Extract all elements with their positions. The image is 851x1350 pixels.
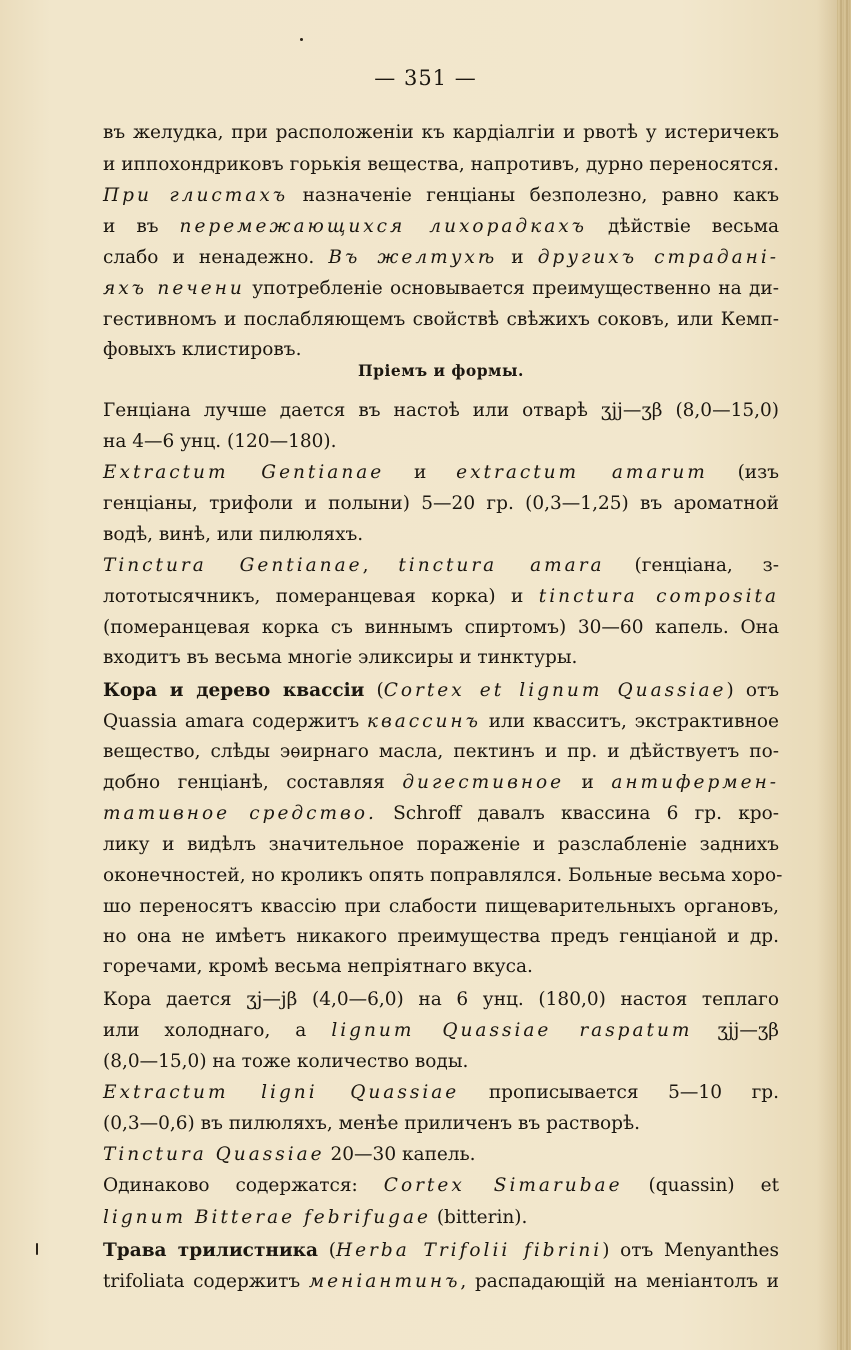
text-run: гестивномъ и послабляющемъ свойствѣ свѣжихъ соковъ, или Кемп- xyxy=(103,309,779,330)
text-line xyxy=(103,520,779,550)
section-heading xyxy=(103,356,779,386)
italic-term: Cortex et lignum Quassiae xyxy=(383,680,727,701)
text-run: и xyxy=(384,462,457,483)
text-run: входитъ въ весьма многіе эликсиры и тинктуры. xyxy=(103,647,578,668)
text-run: 20—30 капель. xyxy=(324,1144,476,1165)
text-run: (8,0—15,0) на тоже количество воды. xyxy=(103,1051,469,1072)
text-run: Quassia amara содержитъ xyxy=(103,711,367,732)
text-run: (генціана, з- xyxy=(604,555,779,576)
text-run: вещество, слѣды эѳирнаго масла, пектинъ и пр. и дѣйствуетъ по- xyxy=(103,741,779,762)
text-run: , xyxy=(362,555,399,576)
text-line xyxy=(103,305,779,335)
text-line xyxy=(103,768,779,798)
text-run: водѣ, винѣ, или пилюляхъ. xyxy=(103,524,364,545)
text-run: ʒjj—ʒβ xyxy=(692,1020,779,1041)
text-line xyxy=(103,551,779,581)
text-run: Генціана лучше дается въ настоѣ или отварѣ ʒjj—ʒβ (8,0—15,0) xyxy=(103,400,779,421)
text-run: на 4—6 унц. (120—180). xyxy=(103,431,337,452)
text-run: но она не имѣетъ никакого преимущества предъ генціаной и др. xyxy=(103,926,779,947)
text-run: (0,3—0,6) въ пилюляхъ, менѣе приличенъ въ растворѣ. xyxy=(103,1113,640,1134)
text-run: въ желудка, при расположеніи къ кардіалгіи и рвотѣ у истеричекъ xyxy=(103,122,779,143)
text-run: употребленіе основывается преимущественно на ди- xyxy=(244,278,779,299)
text-run: ) отъ Menyanthes xyxy=(602,1240,779,1261)
text-line xyxy=(103,1171,779,1201)
text-line xyxy=(103,892,779,922)
text-run: (померанцевая корка съ виннымъ спиртомъ) 30—60 капель. Она xyxy=(103,617,779,638)
text-run: (изъ xyxy=(707,462,780,483)
text-line xyxy=(103,643,779,673)
italic-term: При глистахъ xyxy=(103,185,289,206)
text-run: генціаны, трифоли и полыни) 5—20 гр. (0,3—1,25) въ ароматной xyxy=(103,493,779,514)
text-line xyxy=(103,737,779,767)
italic-term: tinctura composita xyxy=(538,586,779,607)
text-run: или квасситъ, экстрактивное xyxy=(480,711,779,732)
text-line xyxy=(103,613,779,643)
text-run: ) отъ xyxy=(726,680,779,701)
italic-term: lignum Bitterae febrifugae xyxy=(103,1207,431,1228)
text-line xyxy=(103,243,779,273)
text-run: или холоднаго, а xyxy=(103,1020,332,1041)
text-run: слабо и ненадежно. xyxy=(103,247,329,268)
text-line xyxy=(103,985,779,1015)
text-run: (quassin) et xyxy=(622,1175,780,1196)
text-run: , распадающій на меніантолъ и xyxy=(460,1271,779,1292)
text-line xyxy=(103,1140,779,1170)
text-run: и въ xyxy=(103,216,180,237)
text-run: дѣйствіе весьма xyxy=(587,216,779,237)
text-line xyxy=(103,1109,779,1139)
text-line xyxy=(103,1203,779,1233)
text-line xyxy=(103,707,779,737)
text-line xyxy=(103,118,779,148)
text-line xyxy=(103,489,779,519)
ink-speck xyxy=(300,38,303,41)
text-run: лику и видѣлъ значительное пораженіе и разслабленіе заднихъ xyxy=(103,834,779,855)
text-run: назначеніе генціаны безполезно, равно какъ xyxy=(288,185,779,206)
bold-term: Пріемъ и формы. xyxy=(358,361,524,380)
text-line xyxy=(103,830,779,860)
text-line xyxy=(103,212,779,242)
text-run: добно генціанѣ, составляя xyxy=(103,772,403,793)
text-line xyxy=(103,952,779,982)
italic-term: Extractum ligni Quassiae xyxy=(103,1082,460,1103)
text-run: шо переносятъ квассію при слабости пищеварительныхъ органовъ, xyxy=(103,896,779,917)
italic-term: меніантинъ xyxy=(308,1271,461,1292)
italic-term: яхъ печени xyxy=(103,278,245,299)
text-run: Schroff давалъ квассина 6 гр. кро- xyxy=(376,803,779,824)
text-run: и иппохондриковъ горькія вещества, напротивъ, дурно переносятся. xyxy=(103,154,780,175)
italic-term: тативное средство. xyxy=(103,803,377,824)
bold-term: Трава трилистника xyxy=(103,1240,319,1261)
text-run: trifoliata содержитъ xyxy=(103,1271,309,1292)
text-line xyxy=(103,799,779,829)
text-run: оконечностей, но кроликъ опять поправлялся. Больные весьма хоро- xyxy=(103,865,783,886)
text-run: Кора дается ʒj—jβ (4,0—6,0) на 6 унц. (180,0) настоя теплаго xyxy=(103,989,779,1010)
text-line xyxy=(103,274,779,304)
italic-term: Cortex Simarubae xyxy=(383,1175,623,1196)
italic-term: extractum amarum xyxy=(456,462,708,483)
text-line xyxy=(103,150,779,180)
text-line xyxy=(103,676,779,706)
italic-term: Extractum Gentianae xyxy=(103,462,385,483)
text-line xyxy=(103,1016,779,1046)
text-run: прописывается 5—10 гр. xyxy=(459,1082,779,1103)
italic-term: Въ желтухѣ xyxy=(328,247,498,268)
text-run: и xyxy=(564,772,612,793)
text-line xyxy=(103,1267,779,1297)
text-run: ( xyxy=(318,1240,336,1261)
text-run: горечами, кромѣ весьма непріятнаго вкуса. xyxy=(103,956,533,977)
italic-term: перемежающихся лихорадкахъ xyxy=(179,216,588,237)
italic-term: Tinctura Quassiae xyxy=(103,1144,325,1165)
text-run: (bitterin). xyxy=(430,1207,528,1228)
italic-term: lignum Quassiae raspatum xyxy=(331,1020,693,1041)
text-line xyxy=(103,1078,779,1108)
text-run: Одинаково содержатся: xyxy=(103,1175,384,1196)
text-run: ( xyxy=(364,680,384,701)
text-line xyxy=(103,922,779,952)
italic-term: Tinctura Gentianae xyxy=(103,555,363,576)
italic-term: Herba Trifolii fibrini xyxy=(335,1240,603,1261)
italic-term: квассинъ xyxy=(366,711,481,732)
italic-term: tinctura amara xyxy=(398,555,605,576)
italic-term: антифермен- xyxy=(611,772,780,793)
text-line xyxy=(103,1236,779,1266)
page-edge xyxy=(837,0,851,1350)
italic-term: дигестивное xyxy=(402,772,565,793)
text-line xyxy=(103,181,779,211)
text-run: фовыхъ клистировъ. xyxy=(103,339,302,360)
ink-mark xyxy=(36,1243,38,1255)
text-run: лототысячникъ, померанцевая корка) и xyxy=(103,586,539,607)
text-line xyxy=(103,396,779,426)
bold-term: Кора и дерево квассіи xyxy=(103,680,365,701)
text-run: и xyxy=(497,247,538,268)
page-number: — 351 — xyxy=(374,66,477,90)
text-line xyxy=(103,861,783,891)
text-line xyxy=(103,427,779,457)
text-line xyxy=(103,582,779,612)
text-line xyxy=(103,458,779,488)
italic-term: другихъ страданi- xyxy=(537,247,780,268)
text-line xyxy=(103,1047,779,1077)
